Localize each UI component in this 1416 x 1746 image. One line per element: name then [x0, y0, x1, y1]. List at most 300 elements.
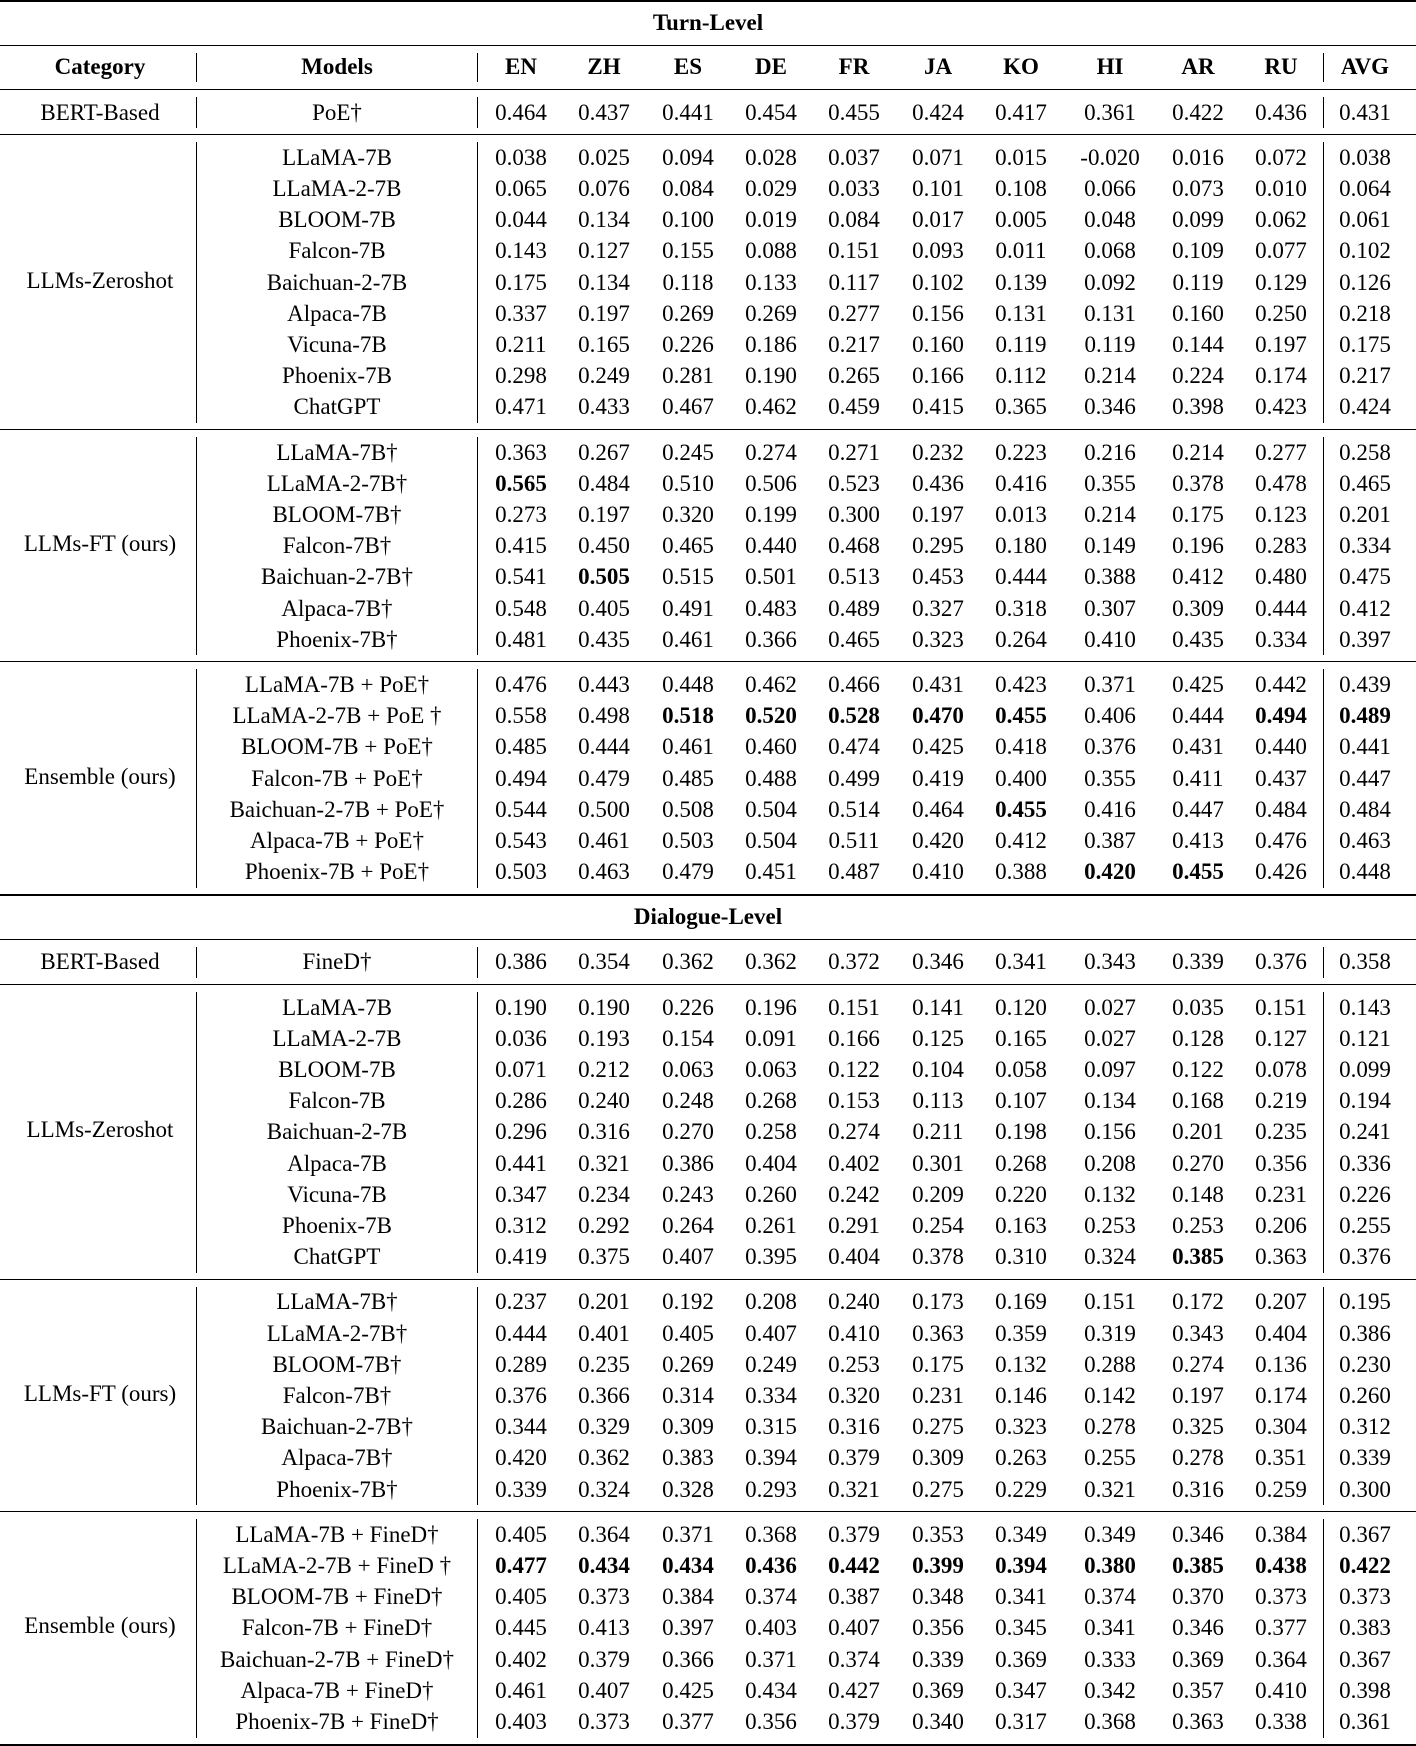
value-ko: 0.423 — [995, 671, 1047, 697]
value-fr: 0.242 — [828, 1181, 880, 1207]
value-ar: 0.270 — [1172, 1150, 1224, 1176]
value-ru: 0.373 — [1255, 1584, 1307, 1610]
header-category: Category — [54, 54, 146, 79]
value-ru: 0.363 — [1255, 1244, 1307, 1270]
value-ja: 0.431 — [912, 671, 964, 697]
value-en: 0.175 — [495, 269, 547, 295]
value-ru: 0.440 — [1255, 734, 1307, 760]
value-ko: 0.341 — [995, 949, 1047, 975]
rule-line — [0, 429, 1416, 430]
value-ko: 0.119 — [995, 331, 1047, 357]
value-avg: 0.217 — [1339, 363, 1391, 389]
value-avg: 0.121 — [1339, 1025, 1391, 1051]
value-hi: 0.066 — [1084, 175, 1136, 201]
value-en: 0.363 — [495, 439, 547, 465]
model-name: LLaMA-2-7B — [272, 1025, 402, 1051]
value-ru: 0.480 — [1255, 564, 1307, 590]
value-avg: 0.475 — [1339, 564, 1391, 590]
value-es: 0.154 — [662, 1025, 714, 1051]
value-de: 0.269 — [745, 300, 797, 326]
value-hi: 0.097 — [1084, 1056, 1136, 1082]
value-ko: 0.005 — [995, 207, 1047, 233]
value-ja: 0.175 — [912, 1351, 964, 1377]
value-hi: 0.131 — [1084, 300, 1136, 326]
value-ru: 0.127 — [1255, 1025, 1307, 1051]
value-ru: 0.206 — [1255, 1212, 1307, 1238]
column-rule — [477, 142, 478, 423]
value-ru: 0.077 — [1255, 238, 1307, 264]
value-es: 0.371 — [662, 1521, 714, 1547]
column-rule — [1323, 1519, 1324, 1737]
value-zh: 0.267 — [578, 439, 630, 465]
value-zh: 0.364 — [578, 1521, 630, 1547]
model-name: Alpaca-7B† — [281, 1445, 393, 1471]
rule-line — [0, 134, 1416, 135]
value-de: 0.451 — [745, 859, 797, 885]
value-zh: 0.373 — [578, 1584, 630, 1610]
value-ar: 0.444 — [1172, 703, 1224, 729]
value-ja: 0.378 — [912, 1244, 964, 1270]
value-zh: 0.324 — [578, 1476, 630, 1502]
value-en: 0.339 — [495, 1476, 547, 1502]
value-en: 0.464 — [495, 99, 547, 125]
value-ko: 0.146 — [995, 1382, 1047, 1408]
value-ru: 0.476 — [1255, 827, 1307, 853]
value-en: 0.347 — [495, 1181, 547, 1207]
value-de: 0.371 — [745, 1646, 797, 1672]
value-ru: 0.410 — [1255, 1677, 1307, 1703]
value-ja: 0.327 — [912, 595, 964, 621]
rule-line — [0, 1744, 1416, 1746]
value-en: 0.548 — [495, 595, 547, 621]
value-en: 0.402 — [495, 1646, 547, 1672]
value-fr: 0.084 — [828, 207, 880, 233]
value-en: 0.071 — [495, 1056, 547, 1082]
model-name: LLaMA-2-7B + FineD † — [222, 1552, 452, 1578]
value-fr: 0.410 — [828, 1320, 880, 1346]
value-fr: 0.372 — [828, 949, 880, 975]
model-name: Baichuan-2-7B + FineD† — [220, 1646, 454, 1672]
value-ru: 0.231 — [1255, 1181, 1307, 1207]
value-ar: 0.431 — [1172, 734, 1224, 760]
value-ar: 0.214 — [1172, 439, 1224, 465]
model-name: PoE† — [312, 99, 362, 125]
value-ja: 0.102 — [912, 269, 964, 295]
value-ar: 0.422 — [1172, 99, 1224, 125]
value-avg: 0.383 — [1339, 1615, 1391, 1641]
value-ja: 0.464 — [912, 796, 964, 822]
model-name: Phoenix-7B — [282, 1212, 392, 1238]
value-ru: 0.304 — [1255, 1414, 1307, 1440]
value-ko: 0.310 — [995, 1244, 1047, 1270]
value-de: 0.504 — [745, 796, 797, 822]
value-fr: 0.466 — [828, 671, 880, 697]
value-ja: 0.309 — [912, 1445, 964, 1471]
value-zh: 0.025 — [578, 144, 630, 170]
value-es: 0.397 — [662, 1615, 714, 1641]
value-de: 0.362 — [745, 949, 797, 975]
value-hi: 0.376 — [1084, 734, 1136, 760]
value-en: 0.403 — [495, 1708, 547, 1734]
category-label: Ensemble (ours) — [24, 1613, 176, 1639]
value-ko: 0.120 — [995, 994, 1047, 1020]
value-ko: 0.139 — [995, 269, 1047, 295]
value-ar: 0.128 — [1172, 1025, 1224, 1051]
value-hi: 0.216 — [1084, 439, 1136, 465]
value-hi: 0.333 — [1084, 1646, 1136, 1672]
value-en: 0.286 — [495, 1088, 547, 1114]
value-ar: 0.148 — [1172, 1181, 1224, 1207]
value-ja: 0.275 — [912, 1414, 964, 1440]
value-zh: 0.405 — [578, 595, 630, 621]
value-hi: 0.406 — [1084, 703, 1136, 729]
value-ru: 0.377 — [1255, 1615, 1307, 1641]
value-ar: 0.357 — [1172, 1677, 1224, 1703]
value-de: 0.483 — [745, 595, 797, 621]
value-fr: 0.320 — [828, 1382, 880, 1408]
value-fr: 0.387 — [828, 1584, 880, 1610]
value-en: 0.298 — [495, 363, 547, 389]
model-name: LLaMA-7B† — [276, 439, 398, 465]
column-rule — [477, 53, 478, 82]
value-de: 0.199 — [745, 501, 797, 527]
value-hi: 0.346 — [1084, 394, 1136, 420]
value-hi: 0.255 — [1084, 1445, 1136, 1471]
value-hi: 0.380 — [1084, 1552, 1136, 1578]
model-name: Baichuan-2-7B — [266, 1119, 408, 1145]
value-hi: 0.355 — [1084, 765, 1136, 791]
value-es: 0.281 — [662, 363, 714, 389]
value-ko: 0.223 — [995, 439, 1047, 465]
value-ko: 0.418 — [995, 734, 1047, 760]
value-ar: 0.385 — [1172, 1244, 1224, 1270]
value-hi: 0.416 — [1084, 796, 1136, 822]
value-avg: 0.230 — [1339, 1351, 1391, 1377]
category-label: LLMs-FT (ours) — [23, 531, 177, 557]
value-ar: 0.099 — [1172, 207, 1224, 233]
column-rule — [1323, 947, 1324, 978]
value-zh: 0.316 — [578, 1119, 630, 1145]
value-ja: 0.363 — [912, 1320, 964, 1346]
value-ru: 0.484 — [1255, 796, 1307, 822]
value-es: 0.269 — [662, 1351, 714, 1377]
value-ja: 0.209 — [912, 1181, 964, 1207]
value-zh: 0.375 — [578, 1244, 630, 1270]
value-avg: 0.367 — [1339, 1521, 1391, 1547]
model-name: Falcon-7B† — [282, 1382, 392, 1408]
value-en: 0.038 — [495, 144, 547, 170]
value-zh: 0.190 — [578, 994, 630, 1020]
value-de: 0.063 — [745, 1056, 797, 1082]
value-ja: 0.141 — [912, 994, 964, 1020]
value-de: 0.268 — [745, 1088, 797, 1114]
column-rule — [1323, 437, 1324, 655]
value-ja: 0.301 — [912, 1150, 964, 1176]
value-avg: 0.441 — [1339, 734, 1391, 760]
value-ru: 0.364 — [1255, 1646, 1307, 1672]
value-ru: 0.129 — [1255, 269, 1307, 295]
value-ru: 0.334 — [1255, 626, 1307, 652]
model-name: Phoenix-7B† — [276, 626, 398, 652]
value-ar: 0.378 — [1172, 470, 1224, 496]
value-hi: 0.068 — [1084, 238, 1136, 264]
rule-line — [0, 984, 1416, 985]
value-fr: 0.277 — [828, 300, 880, 326]
value-hi: 0.027 — [1084, 1025, 1136, 1051]
value-fr: 0.300 — [828, 501, 880, 527]
value-ru: 0.404 — [1255, 1320, 1307, 1346]
value-ar: 0.343 — [1172, 1320, 1224, 1346]
value-ar: 0.175 — [1172, 501, 1224, 527]
value-fr: 0.404 — [828, 1244, 880, 1270]
value-ko: 0.131 — [995, 300, 1047, 326]
value-zh: 0.505 — [578, 564, 630, 590]
value-avg: 0.358 — [1339, 949, 1391, 975]
value-ko: 0.011 — [995, 238, 1047, 264]
value-ko: 0.268 — [995, 1150, 1047, 1176]
value-ko: 0.455 — [995, 703, 1047, 729]
value-avg: 0.431 — [1339, 99, 1391, 125]
value-hi: 0.342 — [1084, 1677, 1136, 1703]
value-ru: 0.438 — [1255, 1552, 1307, 1578]
value-es: 0.320 — [662, 501, 714, 527]
value-ko: 0.349 — [995, 1521, 1047, 1547]
column-rule — [477, 669, 478, 887]
model-name: LLaMA-7B — [282, 994, 392, 1020]
value-ar: 0.316 — [1172, 1476, 1224, 1502]
value-es: 0.377 — [662, 1708, 714, 1734]
column-rule — [477, 437, 478, 655]
header-en: EN — [505, 54, 537, 79]
value-ko: 0.318 — [995, 595, 1047, 621]
model-name: BLOOM-7B + FineD† — [231, 1584, 443, 1610]
value-ko: 0.416 — [995, 470, 1047, 496]
value-ar: 0.253 — [1172, 1212, 1224, 1238]
value-hi: 0.387 — [1084, 827, 1136, 853]
value-ja: 0.156 — [912, 300, 964, 326]
value-avg: 0.201 — [1339, 501, 1391, 527]
value-fr: 0.379 — [828, 1445, 880, 1471]
column-rule — [477, 97, 478, 128]
value-zh: 0.127 — [578, 238, 630, 264]
value-zh: 0.165 — [578, 331, 630, 357]
model-name: Falcon-7B — [288, 1088, 386, 1114]
value-avg: 0.226 — [1339, 1181, 1391, 1207]
value-hi: 0.132 — [1084, 1181, 1136, 1207]
value-fr: 0.465 — [828, 626, 880, 652]
value-ar: 0.073 — [1172, 175, 1224, 201]
value-fr: 0.379 — [828, 1521, 880, 1547]
value-avg: 0.175 — [1339, 331, 1391, 357]
value-avg: 0.398 — [1339, 1677, 1391, 1703]
model-name: Alpaca-7B + FineD† — [240, 1677, 434, 1703]
value-de: 0.368 — [745, 1521, 797, 1547]
value-hi: 0.214 — [1084, 501, 1136, 527]
value-avg: 0.448 — [1339, 859, 1391, 885]
category-label: LLMs-FT (ours) — [23, 1381, 177, 1406]
value-ru: 0.338 — [1255, 1708, 1307, 1734]
value-de: 0.028 — [745, 144, 797, 170]
value-hi: 0.134 — [1084, 1088, 1136, 1114]
value-avg: 0.339 — [1339, 1445, 1391, 1471]
value-zh: 0.463 — [578, 859, 630, 885]
value-zh: 0.484 — [578, 470, 630, 496]
value-avg: 0.424 — [1339, 394, 1391, 420]
value-fr: 0.528 — [828, 703, 880, 729]
value-ar: 0.309 — [1172, 595, 1224, 621]
value-fr: 0.037 — [828, 144, 880, 170]
value-de: 0.506 — [745, 470, 797, 496]
model-name: Falcon-7B† — [282, 533, 392, 559]
value-fr: 0.374 — [828, 1646, 880, 1672]
value-avg: 0.361 — [1339, 1708, 1391, 1734]
value-de: 0.260 — [745, 1181, 797, 1207]
value-fr: 0.321 — [828, 1476, 880, 1502]
value-fr: 0.117 — [828, 269, 880, 295]
value-fr: 0.240 — [828, 1289, 880, 1315]
value-fr: 0.523 — [828, 470, 880, 496]
value-ko: 0.365 — [995, 394, 1047, 420]
value-es: 0.245 — [662, 439, 714, 465]
value-de: 0.462 — [745, 394, 797, 420]
value-de: 0.186 — [745, 331, 797, 357]
value-ar: 0.016 — [1172, 144, 1224, 170]
value-es: 0.269 — [662, 300, 714, 326]
value-fr: 0.442 — [828, 1552, 880, 1578]
value-en: 0.143 — [495, 238, 547, 264]
value-ja: 0.166 — [912, 363, 964, 389]
dialogue-level-title: Dialogue-Level — [633, 903, 783, 929]
value-avg: 0.194 — [1339, 1088, 1391, 1114]
value-de: 0.404 — [745, 1150, 797, 1176]
value-ko: 0.455 — [995, 796, 1047, 822]
column-rule — [196, 669, 197, 887]
value-en: 0.476 — [495, 671, 547, 697]
value-de: 0.394 — [745, 1445, 797, 1471]
value-de: 0.366 — [745, 626, 797, 652]
value-es: 0.270 — [662, 1119, 714, 1145]
value-fr: 0.265 — [828, 363, 880, 389]
model-name: LLaMA-2-7B† — [266, 1320, 408, 1346]
value-en: 0.494 — [495, 765, 547, 791]
value-avg: 0.126 — [1339, 269, 1391, 295]
value-es: 0.465 — [662, 533, 714, 559]
value-en: 0.386 — [495, 949, 547, 975]
value-ru: 0.283 — [1255, 533, 1307, 559]
value-de: 0.454 — [745, 99, 797, 125]
value-avg: 0.422 — [1339, 1552, 1391, 1578]
value-de: 0.436 — [745, 1552, 797, 1578]
value-ja: 0.436 — [912, 470, 964, 496]
value-ko: 0.317 — [995, 1708, 1047, 1734]
value-fr: 0.407 — [828, 1615, 880, 1641]
model-name: Falcon-7B + FineD† — [241, 1615, 433, 1641]
rule-line — [0, 894, 1416, 896]
value-ru: 0.250 — [1255, 300, 1307, 326]
value-hi: 0.149 — [1084, 533, 1136, 559]
value-es: 0.518 — [662, 703, 714, 729]
value-ar: 0.346 — [1172, 1521, 1224, 1547]
model-name: LLaMA-2-7B + PoE † — [232, 703, 442, 729]
value-ar: 0.224 — [1172, 363, 1224, 389]
value-hi: -0.020 — [1080, 144, 1140, 170]
value-de: 0.261 — [745, 1212, 797, 1238]
value-ko: 0.264 — [995, 626, 1047, 652]
value-zh: 0.193 — [578, 1025, 630, 1051]
value-ar: 0.109 — [1172, 238, 1224, 264]
value-es: 0.461 — [662, 734, 714, 760]
value-ar: 0.346 — [1172, 1615, 1224, 1641]
value-ar: 0.412 — [1172, 564, 1224, 590]
value-avg: 0.260 — [1339, 1382, 1391, 1408]
value-hi: 0.142 — [1084, 1382, 1136, 1408]
value-avg: 0.195 — [1339, 1289, 1391, 1315]
model-name: LLaMA-7B — [282, 144, 392, 170]
header-ru: RU — [1264, 54, 1298, 79]
header-fr: FR — [838, 54, 870, 79]
model-name: LLaMA-7B + FineD† — [235, 1521, 439, 1547]
value-avg: 0.447 — [1339, 765, 1391, 791]
value-ko: 0.163 — [995, 1212, 1047, 1238]
value-ru: 0.444 — [1255, 595, 1307, 621]
value-ja: 0.340 — [912, 1708, 964, 1734]
value-ru: 0.207 — [1255, 1289, 1307, 1315]
value-avg: 0.463 — [1339, 827, 1391, 853]
value-de: 0.315 — [745, 1414, 797, 1440]
value-en: 0.420 — [495, 1445, 547, 1471]
value-avg: 0.484 — [1339, 796, 1391, 822]
value-ru: 0.174 — [1255, 1382, 1307, 1408]
model-name: BLOOM-7B — [278, 207, 396, 233]
category-label: LLMs-Zeroshot — [26, 267, 174, 293]
value-ar: 0.274 — [1172, 1351, 1224, 1377]
value-ru: 0.197 — [1255, 331, 1307, 357]
value-avg: 0.102 — [1339, 238, 1391, 264]
value-zh: 0.197 — [578, 501, 630, 527]
value-fr: 0.489 — [828, 595, 880, 621]
value-ja: 0.453 — [912, 564, 964, 590]
value-de: 0.190 — [745, 363, 797, 389]
value-en: 0.471 — [495, 394, 547, 420]
value-zh: 0.329 — [578, 1414, 630, 1440]
value-de: 0.019 — [745, 207, 797, 233]
value-avg: 0.465 — [1339, 470, 1391, 496]
value-avg: 0.336 — [1339, 1150, 1391, 1176]
value-ru: 0.426 — [1255, 859, 1307, 885]
value-es: 0.226 — [662, 331, 714, 357]
value-de: 0.293 — [745, 1476, 797, 1502]
value-ko: 0.341 — [995, 1584, 1047, 1610]
value-ja: 0.410 — [912, 859, 964, 885]
value-hi: 0.319 — [1084, 1320, 1136, 1346]
value-zh: 0.461 — [578, 827, 630, 853]
value-zh: 0.433 — [578, 394, 630, 420]
value-fr: 0.151 — [828, 238, 880, 264]
value-fr: 0.151 — [828, 994, 880, 1020]
value-ja: 0.113 — [912, 1088, 964, 1114]
value-fr: 0.253 — [828, 1351, 880, 1377]
value-ja: 0.424 — [912, 99, 964, 125]
value-fr: 0.402 — [828, 1150, 880, 1176]
value-hi: 0.307 — [1084, 595, 1136, 621]
model-name: BLOOM-7B + PoE† — [241, 734, 433, 760]
column-rule — [1323, 97, 1324, 128]
value-en: 0.543 — [495, 827, 547, 853]
value-en: 0.405 — [495, 1584, 547, 1610]
value-en: 0.485 — [495, 734, 547, 760]
model-name: Baichuan-2-7B + PoE† — [229, 796, 445, 822]
value-ja: 0.232 — [912, 439, 964, 465]
